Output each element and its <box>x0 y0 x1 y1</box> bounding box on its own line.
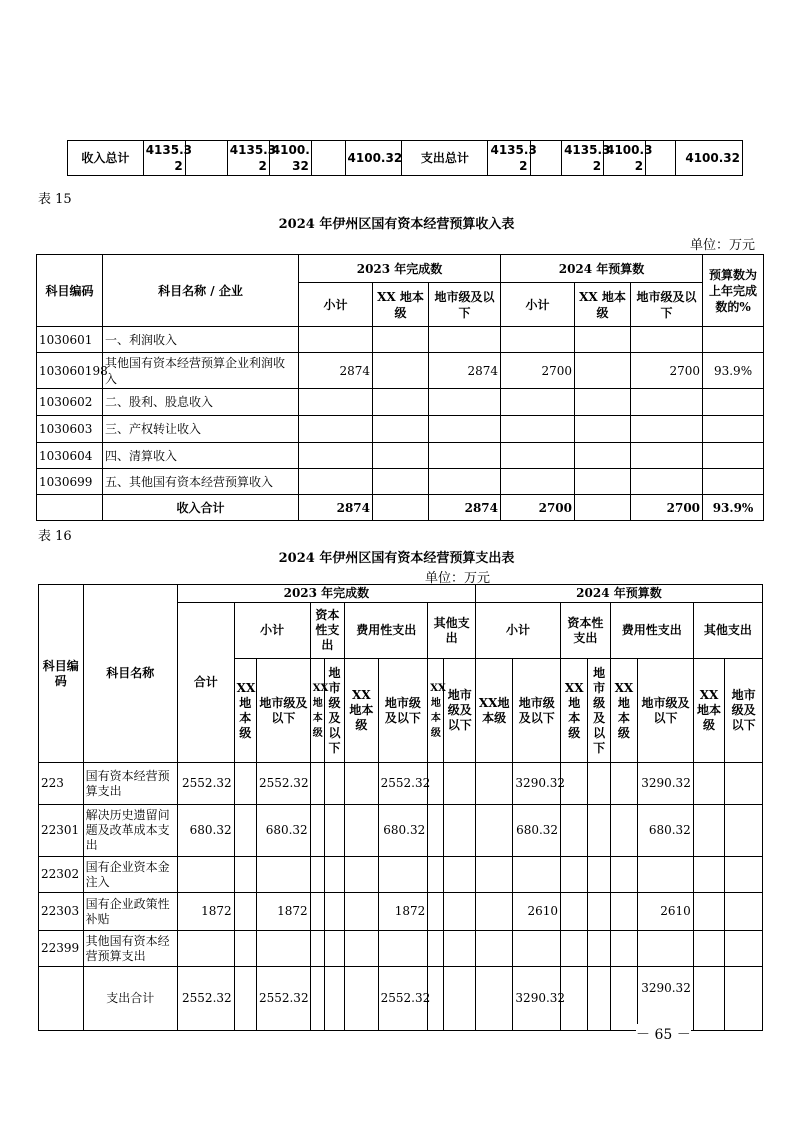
header-city: 地市级及以下 <box>638 659 694 763</box>
cell <box>703 327 764 353</box>
row-code: 22303 <box>39 893 84 931</box>
total-code <box>39 967 84 1031</box>
cell <box>429 327 501 353</box>
cell <box>310 763 324 805</box>
cell: 1872 <box>378 893 428 931</box>
header-xx: XX地本级 <box>310 659 324 763</box>
cell: 680.32 <box>256 805 310 857</box>
cell <box>429 469 501 495</box>
cell <box>428 931 444 967</box>
cell <box>444 857 475 893</box>
cell <box>428 763 444 805</box>
cell: 2874 <box>299 495 373 521</box>
cell <box>444 931 475 967</box>
cell <box>610 893 637 931</box>
cell <box>693 931 724 967</box>
cell <box>324 967 344 1031</box>
row-name: 其他国有资本经营预算企业利润收入 <box>103 353 299 389</box>
cell <box>428 967 444 1031</box>
header-city: 地市级及以下 <box>324 659 344 763</box>
cell <box>475 967 513 1031</box>
cell <box>501 416 575 443</box>
cell <box>429 389 501 416</box>
row-name: 其他国有资本经营预算支出 <box>83 931 177 967</box>
cell: 4135.3 2 <box>143 141 185 176</box>
header-city: 地市级及以下 <box>588 659 610 763</box>
cell: 680.32 <box>638 805 694 857</box>
header-xx: XX地本级 <box>693 659 724 763</box>
cell <box>631 327 703 353</box>
cell <box>725 857 763 893</box>
total-code <box>37 495 103 521</box>
header-fee: 费用性支出 <box>610 603 693 659</box>
cell <box>693 967 724 1031</box>
header-name: 科目名称 <box>83 585 177 763</box>
cell <box>575 495 631 521</box>
row-code: 1030601 <box>37 327 103 353</box>
cell <box>588 857 610 893</box>
cell <box>324 805 344 857</box>
row-code: 22301 <box>39 805 84 857</box>
cell <box>475 857 513 893</box>
cell <box>345 805 378 857</box>
header-other: 其他支出 <box>428 603 476 659</box>
cell <box>310 857 324 893</box>
cell <box>428 805 444 857</box>
cell: 4135.3 2 <box>562 141 604 176</box>
cell <box>693 763 724 805</box>
header-city: 地市级及以下 <box>444 659 475 763</box>
row-code: 223 <box>39 763 84 805</box>
row-name: 二、股利、股息收入 <box>103 389 299 416</box>
cell <box>703 469 764 495</box>
cell <box>429 416 501 443</box>
header-xx: XX地本级 <box>610 659 637 763</box>
page-number: － 65 － <box>636 1024 691 1044</box>
cell <box>475 805 513 857</box>
row-name: 解决历史遗留问题及改革成本支出 <box>83 805 177 857</box>
cell <box>373 327 429 353</box>
header-pct: 预算数为上年完成数的% <box>703 255 764 327</box>
cell <box>299 416 373 443</box>
header-city: 地市级及以下 <box>725 659 763 763</box>
cell <box>725 763 763 805</box>
table16-label: 表 16 <box>38 529 72 544</box>
expense-table <box>38 584 763 1031</box>
header-name: 科目名称 / 企业 <box>103 255 299 327</box>
cell: 680.32 <box>177 805 234 857</box>
cell <box>345 763 378 805</box>
cell: 93.9% <box>703 353 764 389</box>
cell <box>429 443 501 469</box>
row-name: 国有企业资本金注入 <box>83 857 177 893</box>
cell <box>725 967 763 1031</box>
cell: 4100.32 <box>345 141 402 176</box>
cell <box>345 967 378 1031</box>
cell <box>444 763 475 805</box>
cell: 2700 <box>501 495 575 521</box>
cell <box>475 763 513 805</box>
cell <box>588 967 610 1031</box>
table15-label: 表 15 <box>38 192 72 207</box>
cell: 3290.32 <box>513 967 561 1031</box>
cell <box>575 469 631 495</box>
expense-total-label: 支出合计 <box>83 967 177 1031</box>
income-total-label: 收入合计 <box>103 495 299 521</box>
cell <box>234 967 256 1031</box>
header-xx: XX 地本级 <box>373 283 429 327</box>
cell: 2552.32 <box>256 763 310 805</box>
header-subtotal: 小计 <box>501 283 575 327</box>
header-subtotal: 小计 <box>475 603 560 659</box>
cell <box>588 893 610 931</box>
cell <box>501 389 575 416</box>
cell: 2700 <box>631 495 703 521</box>
expense-total-label: 支出总计 <box>402 141 488 176</box>
header-fee: 费用性支出 <box>345 603 428 659</box>
cell <box>299 389 373 416</box>
header-total: 合计 <box>177 603 234 763</box>
cell: 2552.32 <box>177 763 234 805</box>
cell: 3290.32 <box>638 763 694 805</box>
cell <box>373 443 429 469</box>
row-code: 22399 <box>39 931 84 967</box>
row-code: 1030602 <box>37 389 103 416</box>
row-name: 一、利润收入 <box>103 327 299 353</box>
cell: 2552.32 <box>378 763 428 805</box>
cell <box>561 893 588 931</box>
cell <box>693 857 724 893</box>
row-name: 三、产权转让收入 <box>103 416 299 443</box>
income-total-label: 收入总计 <box>68 141 144 176</box>
row-code: 22302 <box>39 857 84 893</box>
cell <box>575 353 631 389</box>
cell <box>378 857 428 893</box>
header-code: 科目编码 <box>37 255 103 327</box>
cell <box>378 931 428 967</box>
cell <box>299 469 373 495</box>
header-2024: 2024 年预算数 <box>475 585 762 603</box>
row-code: 1030699 <box>37 469 103 495</box>
cell: 2552.32 <box>256 967 310 1031</box>
top-totals-table <box>67 140 743 176</box>
header-subtotal: 小计 <box>299 283 373 327</box>
cell: 1872 <box>177 893 234 931</box>
cell: 2874 <box>429 353 501 389</box>
cell <box>693 805 724 857</box>
cell: 4135.3 2 <box>227 141 269 176</box>
cell <box>345 857 378 893</box>
cell <box>588 805 610 857</box>
cell <box>324 931 344 967</box>
cell <box>373 353 429 389</box>
cell <box>575 443 631 469</box>
cell <box>610 763 637 805</box>
cell <box>324 857 344 893</box>
header-xx: XX地本级 <box>345 659 378 763</box>
cell: 3290.32 <box>513 763 561 805</box>
cell: 2700 <box>501 353 575 389</box>
header-code: 科目编码 <box>39 585 84 763</box>
header-city: 地市级及以下 <box>256 659 310 763</box>
cell <box>631 443 703 469</box>
cell <box>703 416 764 443</box>
cell: 2700 <box>631 353 703 389</box>
cell: 4100.32 <box>675 141 742 176</box>
cell: 4135.3 2 <box>488 141 530 176</box>
header-xx: XX地本级 <box>561 659 588 763</box>
cell: 2610 <box>513 893 561 931</box>
cell: 1872 <box>256 893 310 931</box>
cell: 2610 <box>638 893 694 931</box>
cell <box>725 931 763 967</box>
cell <box>310 967 324 1031</box>
cell <box>234 805 256 857</box>
cell <box>256 857 310 893</box>
cell: 4100. 32 <box>269 141 311 176</box>
cell <box>475 893 513 931</box>
table16-title: 2024 年伊州区国有资本经营预算支出表 <box>278 551 515 566</box>
cell <box>299 443 373 469</box>
row-name: 五、其他国有资本经营预算收入 <box>103 469 299 495</box>
table15-title: 2024 年伊州区国有资本经营预算收入表 <box>278 217 515 232</box>
cell <box>428 893 444 931</box>
header-capital: 资本性支出 <box>310 603 344 659</box>
cell <box>638 857 694 893</box>
cell <box>345 931 378 967</box>
row-code: 1030603 <box>37 416 103 443</box>
cell: 93.9% <box>703 495 764 521</box>
cell <box>444 893 475 931</box>
cell <box>373 389 429 416</box>
cell <box>311 141 345 176</box>
cell <box>177 931 234 967</box>
cell <box>588 763 610 805</box>
cell: 2552.32 <box>177 967 234 1031</box>
cell <box>575 389 631 416</box>
cell <box>631 469 703 495</box>
cell <box>610 931 637 967</box>
cell <box>310 931 324 967</box>
row-code: 103060198 <box>37 353 103 389</box>
cell <box>324 763 344 805</box>
header-2024: 2024 年预算数 <box>501 255 703 283</box>
header-xx: XX 地本级 <box>575 283 631 327</box>
header-city: 地市级及以下 <box>378 659 428 763</box>
header-2023: 2023 年完成数 <box>177 585 475 603</box>
cell <box>561 857 588 893</box>
cell <box>475 931 513 967</box>
row-code: 1030604 <box>37 443 103 469</box>
cell <box>501 443 575 469</box>
cell <box>234 857 256 893</box>
cell: 2874 <box>299 353 373 389</box>
cell <box>310 893 324 931</box>
cell <box>703 389 764 416</box>
cell <box>610 805 637 857</box>
cell <box>444 805 475 857</box>
cell <box>373 495 429 521</box>
header-city: 地市级及以下 <box>513 659 561 763</box>
cell <box>428 857 444 893</box>
cell <box>444 967 475 1031</box>
cell <box>631 416 703 443</box>
cell <box>575 327 631 353</box>
header-other: 其他支出 <box>693 603 762 659</box>
table15-unit: 单位：万元 <box>690 238 756 253</box>
cell <box>234 893 256 931</box>
cell <box>234 763 256 805</box>
cell <box>234 931 256 967</box>
cell: 2552.32 <box>378 967 428 1031</box>
header-2023: 2023 年完成数 <box>299 255 501 283</box>
cell <box>513 857 561 893</box>
header-xx: XX地本级 <box>234 659 256 763</box>
header-capital: 资本性支出 <box>561 603 611 659</box>
cell <box>725 805 763 857</box>
cell: 3290.32 <box>638 967 694 1031</box>
cell <box>561 805 588 857</box>
cell <box>177 857 234 893</box>
cell <box>373 469 429 495</box>
cell <box>256 931 310 967</box>
cell <box>310 805 324 857</box>
cell <box>373 416 429 443</box>
cell <box>299 327 373 353</box>
cell <box>575 416 631 443</box>
cell <box>561 931 588 967</box>
cell <box>324 893 344 931</box>
header-city: 地市级及以下 <box>631 283 703 327</box>
cell <box>725 893 763 931</box>
cell <box>345 893 378 931</box>
cell <box>513 931 561 967</box>
cell <box>501 327 575 353</box>
row-name: 国有资本经营预算支出 <box>83 763 177 805</box>
cell <box>693 893 724 931</box>
table16-unit: 单位：万元 <box>425 571 491 586</box>
cell <box>610 857 637 893</box>
header-city: 地市级及以下 <box>429 283 501 327</box>
cell: 4100.3 2 <box>604 141 646 176</box>
cell <box>631 389 703 416</box>
income-table <box>36 254 764 521</box>
cell: 680.32 <box>378 805 428 857</box>
cell <box>501 469 575 495</box>
cell <box>638 931 694 967</box>
cell <box>703 443 764 469</box>
cell <box>610 967 637 1031</box>
row-name: 四、清算收入 <box>103 443 299 469</box>
header-subtotal: 小计 <box>234 603 310 659</box>
cell <box>588 931 610 967</box>
cell: 2874 <box>429 495 501 521</box>
row-name: 国有企业政策性补贴 <box>83 893 177 931</box>
cell: 680.32 <box>513 805 561 857</box>
header-xx: XX地本级 <box>475 659 513 763</box>
header-xx: XX地本级 <box>428 659 444 763</box>
